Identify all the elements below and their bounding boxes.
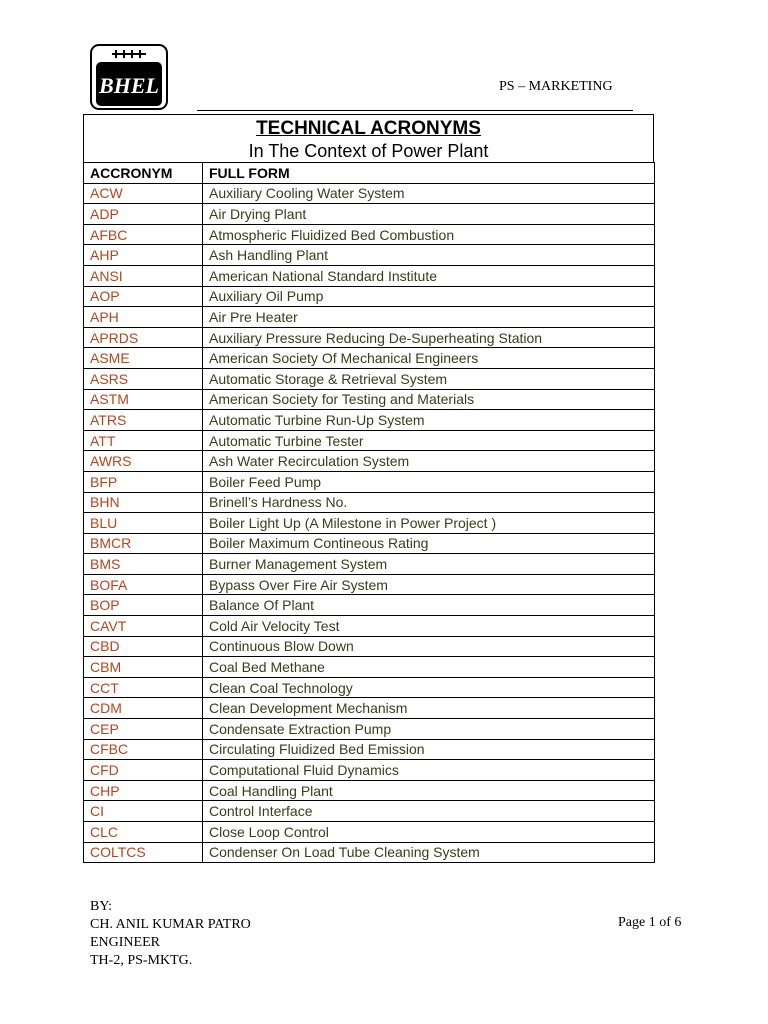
fullform-cell: Atmospheric Fluidized Bed Combustion (203, 224, 655, 245)
acronym-cell: AWRS (84, 451, 203, 472)
acronym-cell: COLTCS (84, 842, 203, 863)
table-row (84, 327, 655, 348)
acronym-cell: CDM (84, 698, 203, 719)
acronym-cell: CFD (84, 760, 203, 781)
acronym-cell: CBM (84, 657, 203, 678)
table-row (84, 410, 655, 431)
acronym-cell: ASTM (84, 389, 203, 410)
acronym-cell: CAVT (84, 616, 203, 637)
table-row (84, 595, 655, 616)
fullform-cell: Coal Bed Methane (203, 657, 655, 678)
fullform-cell: Bypass Over Fire Air System (203, 574, 655, 595)
acronym-cell: BLU (84, 513, 203, 534)
page-title: TECHNICAL ACRONYMS (256, 118, 481, 139)
table-row (84, 183, 655, 204)
table-row (84, 822, 655, 843)
fullform-cell: Automatic Turbine Run-Up System (203, 410, 655, 431)
table-row (84, 492, 655, 513)
fullform-cell: Auxiliary Oil Pump (203, 286, 655, 307)
acronym-cell: ACW (84, 183, 203, 204)
table-row (84, 739, 655, 760)
acronym-cell: BMS (84, 554, 203, 575)
table-row (84, 842, 655, 863)
table-header-row (84, 163, 655, 184)
fullform-cell: American National Standard Institute (203, 265, 655, 286)
title-box (83, 114, 654, 162)
table-row (84, 760, 655, 781)
fullform-cell: Automatic Turbine Tester (203, 430, 655, 451)
acronym-cell: ADP (84, 204, 203, 225)
acronym-cell: BHN (84, 492, 203, 513)
table-row (84, 677, 655, 698)
acronym-cell: APH (84, 307, 203, 328)
fullform-cell: Boiler Feed Pump (203, 471, 655, 492)
fullform-cell: Clean Coal Technology (203, 677, 655, 698)
table-row (84, 636, 655, 657)
table-row (84, 657, 655, 678)
table-row (84, 368, 655, 389)
fullform-cell: Clean Development Mechanism (203, 698, 655, 719)
fullform-cell: Ash Water Recirculation System (203, 451, 655, 472)
author-by-label: BY: (90, 899, 113, 914)
acronym-cell: BMCR (84, 533, 203, 554)
fullform-cell: American Society for Testing and Materials (203, 389, 655, 410)
acronym-cell: CEP (84, 719, 203, 740)
fullform-cell: Computational Fluid Dynamics (203, 760, 655, 781)
author-unit: TH-2, PS-MKTG. (90, 953, 193, 968)
fullform-cell: American Society Of Mechanical Engineers (203, 348, 655, 369)
acronym-cell: AHP (84, 245, 203, 266)
acronym-cell: CI (84, 801, 203, 822)
fullform-cell: Coal Handling Plant (203, 780, 655, 801)
author-designation: ENGINEER (90, 935, 160, 950)
table-row (84, 616, 655, 637)
table-row (84, 574, 655, 595)
table-row (84, 224, 655, 245)
fullform-cell: Auxiliary Pressure Reducing De-Superheating Station (203, 327, 655, 348)
table-row (84, 245, 655, 266)
acronym-cell: BFP (84, 471, 203, 492)
table-row (84, 471, 655, 492)
fullform-cell: Control Interface (203, 801, 655, 822)
acronym-cell: CCT (84, 677, 203, 698)
fullform-cell: Burner Management System (203, 554, 655, 575)
acronym-table-body (84, 183, 655, 863)
bhel-logo (90, 44, 168, 110)
acronym-cell: ATRS (84, 410, 203, 431)
table-row (84, 430, 655, 451)
table-row (84, 286, 655, 307)
acronym-cell: ASRS (84, 368, 203, 389)
fullform-cell: Continuous Blow Down (203, 636, 655, 657)
author-name: CH. ANIL KUMAR PATRO (90, 917, 251, 932)
fullform-cell: Close Loop Control (203, 822, 655, 843)
fullform-cell: Balance Of Plant (203, 595, 655, 616)
table-row (84, 533, 655, 554)
fullform-cell: Boiler Maximum Contineous Rating (203, 533, 655, 554)
table-row (84, 513, 655, 534)
fullform-cell: Brinell’s Hardness No. (203, 492, 655, 513)
author-block (90, 898, 251, 970)
acronym-cell: ATT (84, 430, 203, 451)
table-row (84, 307, 655, 328)
department-label: PS – MARKETING (499, 79, 613, 94)
acronym-cell: CFBC (84, 739, 203, 760)
acronym-cell: CHP (84, 780, 203, 801)
table-row (84, 451, 655, 472)
table-row (84, 389, 655, 410)
acronym-cell: AOP (84, 286, 203, 307)
table-row (84, 698, 655, 719)
fullform-cell: Circulating Fluidized Bed Emission (203, 739, 655, 760)
acronym-cell: BOFA (84, 574, 203, 595)
fullform-cell: Cold Air Velocity Test (203, 616, 655, 637)
table-row (84, 204, 655, 225)
acronym-cell: APRDS (84, 327, 203, 348)
acronym-cell: CLC (84, 822, 203, 843)
column-header-acronym: ACCRONYM (84, 163, 203, 184)
fullform-cell: Boiler Light Up (A Milestone in Power Project ) (203, 513, 655, 534)
header-divider (197, 110, 633, 111)
column-header-fullform: FULL FORM (203, 163, 655, 184)
table-row (84, 801, 655, 822)
fullform-cell: Automatic Storage & Retrieval System (203, 368, 655, 389)
acronym-cell: CBD (84, 636, 203, 657)
fullform-cell: Air Drying Plant (203, 204, 655, 225)
table-row (84, 554, 655, 575)
table-row (84, 719, 655, 740)
table-row (84, 265, 655, 286)
fullform-cell: Auxiliary Cooling Water System (203, 183, 655, 204)
page-number: Page 1 of 6 (618, 915, 682, 930)
table-row (84, 780, 655, 801)
fullform-cell: Air Pre Heater (203, 307, 655, 328)
acronym-cell: BOP (84, 595, 203, 616)
acronym-cell: ANSI (84, 265, 203, 286)
table-row (84, 348, 655, 369)
acronym-cell: ASME (84, 348, 203, 369)
fullform-cell: Ash Handling Plant (203, 245, 655, 266)
fullform-cell: Condenser On Load Tube Cleaning System (203, 842, 655, 863)
acronym-cell: AFBC (84, 224, 203, 245)
page-subtitle: In The Context of Power Plant (248, 141, 489, 161)
svg-text:BHEL: BHEL (99, 73, 159, 98)
acronym-table (83, 162, 655, 863)
fullform-cell: Condensate Extraction Pump (203, 719, 655, 740)
